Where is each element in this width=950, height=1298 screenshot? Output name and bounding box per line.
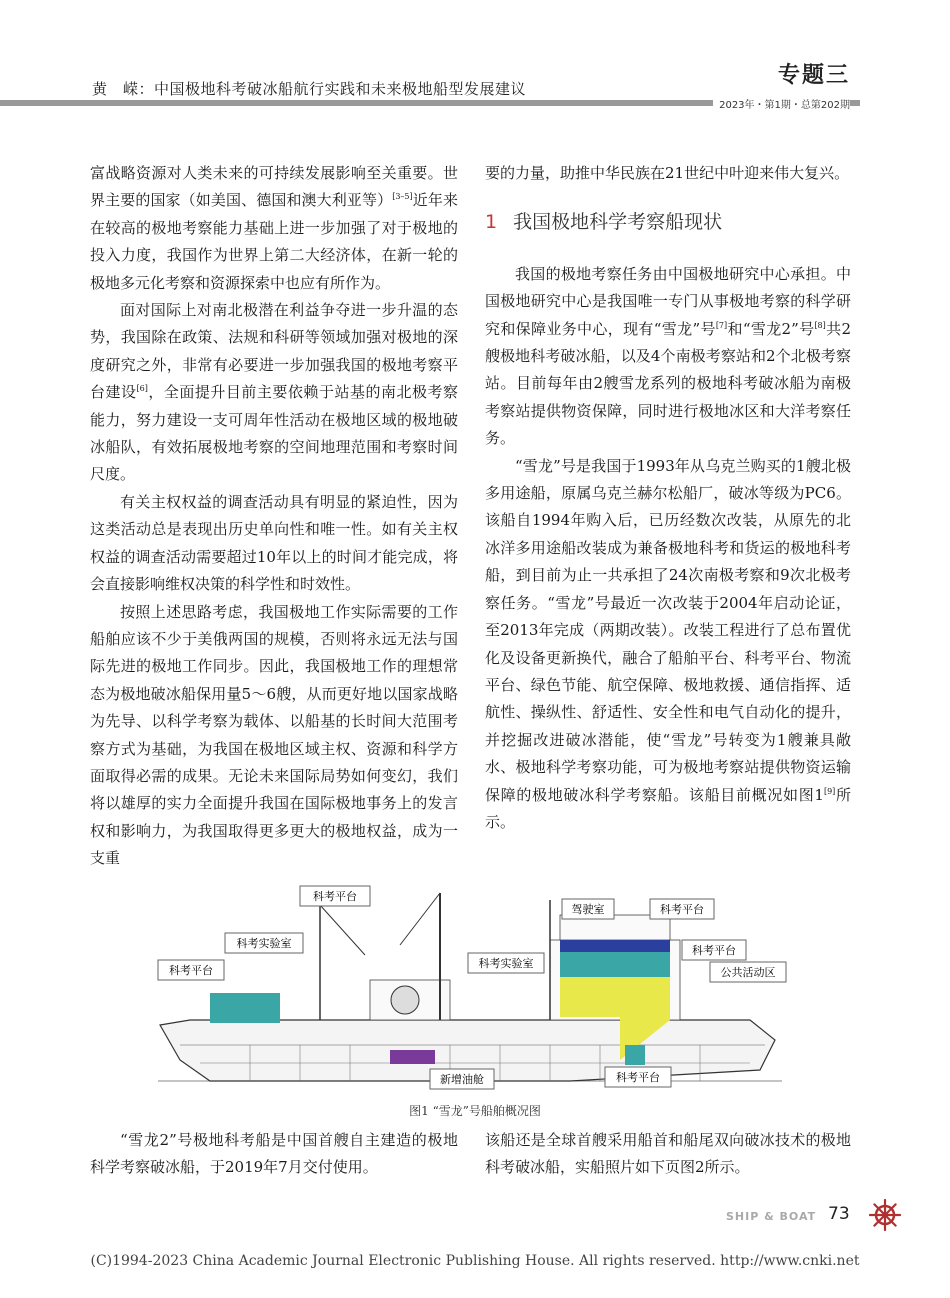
label-bridge (562, 899, 614, 919)
text: 富战略资源对人类未来的可持续发展影响至关重要。世界主要的国家（如美国、德国和澳大利亚等） (90, 164, 458, 210)
figure-caption: 图1 “雪龙”号船舶概况图 (409, 1104, 541, 1118)
zone-purple (390, 1050, 435, 1064)
section-heading (485, 209, 851, 236)
running-title: 黄 嵘：中国极地科考破冰船航行实践和未来极地船型发展建议 (92, 80, 527, 98)
label-kk-top (300, 886, 370, 906)
label-text: 科考平台 (660, 903, 704, 916)
page-header (0, 0, 950, 120)
bottom-left-column (90, 1127, 458, 1182)
label-kk-bottom (605, 1067, 671, 1087)
label-kk-lab-left (225, 933, 303, 953)
label-text: 新增油舱 (440, 1073, 484, 1086)
right-column (485, 160, 851, 836)
paragraph (90, 160, 458, 297)
reference: [9] (823, 786, 836, 796)
paragraph: 按照上述思路考虑，我国极地工作实际需要的工作船舶应该不少于美俄两国的规模，否则将永远无法与国际先进的极地工作同步。因此，我国极地工作的理想常态为极地破冰船保用量5～6艘，从而更好地以国家战略为先导、以科学考察为载体、以船基的长时间大范围考察方式为基础，为我国在极地区域主权、资源和科学方面取得必需的成果。无论未来国际局势如何变幻，我们将以雄厚的实力全面提升我国在国际极地事务上的发言权和影响力，为我国取得更多更大的极地权益，成为一支重 (90, 602, 458, 868)
label-text: 科考实验室 (478, 957, 534, 970)
paragraph (90, 297, 458, 489)
text: 所示。 (485, 785, 851, 831)
label-text: 科考平台 (169, 964, 213, 977)
paragraph: 要的力量，助推中华民族在21世纪中叶迎来伟大复兴。 (485, 164, 850, 182)
zone-teal (560, 952, 670, 977)
section-title: 我国极地科学考察船现状 (513, 211, 723, 234)
zone-teal (210, 993, 280, 1023)
label-kk-lab-mid (468, 953, 544, 973)
zone-teal (625, 1045, 645, 1065)
reference: [7] (715, 320, 728, 330)
section-number: 1 (485, 211, 498, 234)
label-text: 科考平台 (692, 944, 736, 957)
reference: [8] (814, 320, 826, 330)
text: 面对国际上对南北极潜在利益争夺进一步升温的态势，我国除在政策、法规和科研等领域加强对极地的深度研究之外，非常有必要进一步加强我国的极地考察平台建设 (90, 301, 458, 402)
paragraph: “雪龙2”号极地科考船是中国首艘自主建造的极地科学考察破冰船，于2019年7月交付使用。 (90, 1131, 458, 1177)
label-kk-left (158, 960, 224, 980)
paragraph (485, 261, 851, 453)
zone-yellow (560, 977, 620, 1017)
crane (320, 905, 365, 955)
text: 我国的极地考察任务由中国极地研究中心承担。中国极地研究中心是我国唯一专门从事极地考察的科学研究和保障业务中心，现有“雪龙”号 (485, 264, 851, 338)
paragraph: 该船还是全球首艘采用船首和船尾双向破冰技术的极地科考破冰船，实船照片如下页图2所示。 (485, 1131, 851, 1177)
label-text: 科考实验室 (236, 937, 292, 950)
label-public (710, 962, 786, 982)
text: ，全面提升目前主要依赖于站基的南北极考察能力，努力建设一支可周年性活动在极地区域的极地破冰船队，有效拓展极地考察的空间地理范围和考察时间尺度。 (90, 383, 458, 484)
label-text: 公共活动区 (720, 966, 776, 979)
ship-diagram (150, 885, 790, 1100)
text: 近年来在较高的极地考察能力基础上进一步加强了对于极地的投入力度，我国作为世界上第二大经济体，在新一轮的极地多元化考察和资源探索中也应有所作为。 (90, 191, 458, 292)
reference: [3–5] (392, 192, 413, 202)
reference: [6] (136, 384, 148, 394)
journal-brand: SHIP & BOAT (726, 1210, 817, 1223)
issue-info: 2023年・第1期・总第202期 (713, 96, 850, 111)
label-text: 驾驶室 (571, 903, 605, 916)
topic-label: 专题三 (777, 63, 850, 88)
label-text: 科考平台 (313, 890, 357, 903)
paragraph (485, 453, 851, 837)
paragraph: 有关主权权益的调查活动具有明显的紧迫性，因为这类活动总是表现出历史单向性和唯一性。如有关主权权益的调查活动需要超过10年以上的时间才能完成，将会直接影响维权决策的科学性和时效性。 (90, 492, 458, 594)
label-oil (430, 1069, 494, 1089)
text: “雪龙”号是我国于1993年从乌克兰购买的1艘北极多用途船，原属乌克兰赫尔松船厂，破冰等级为PC6。该船自1994年购入后，已历经数次改装，从原先的北冰洋多用途船改装成为兼备极地科考和货运的极地科考船，到目前为止一共承担了24次南极考察和9次北极考察任务。“雪龙”号最近一次改装于2004年启动论证，至2013年完成（两期改装）。改装工程进行了总布置优化及设备更新换代，融合了船舶平台、科考平台、物流平台、绿色节能、航空保障、极地救援、通信指挥、适航性、操纵性、舒适性、安全性和电气自动化的提升，并挖掘改进破冰潜能，使“雪龙”号转变为1艘兼具敞水、极地科学考察功能，可为极地考察站提供物资运输保障的极地破冰科学考察船。该船目前概况如图1 (485, 456, 851, 804)
left-column (90, 160, 458, 873)
text: 共2艘极地科考破冰船，以及4个南极考察站和2个北极考察站。目前每年由2艘雪龙系列的极地科考破冰船为南极考察站提供物资保障，同时进行极地冰区和大洋考察任务。 (485, 319, 852, 448)
crane (400, 893, 440, 945)
copyright-notice: (C)1994-2023 China Academic Journal Electronic Publishing House. All rights reserved. http://www.cnki.net (90, 1253, 860, 1269)
ship-wheel-icon (868, 1198, 902, 1232)
label-kk-right (682, 940, 746, 960)
page-number: 73 (828, 1204, 850, 1224)
text: 和“雪龙2”号 (727, 319, 815, 338)
radome (391, 986, 419, 1014)
label-text: 科考平台 (616, 1071, 660, 1084)
zone-blue (560, 940, 670, 952)
bottom-right-column (485, 1127, 851, 1182)
label-kk-top-right (650, 899, 714, 919)
